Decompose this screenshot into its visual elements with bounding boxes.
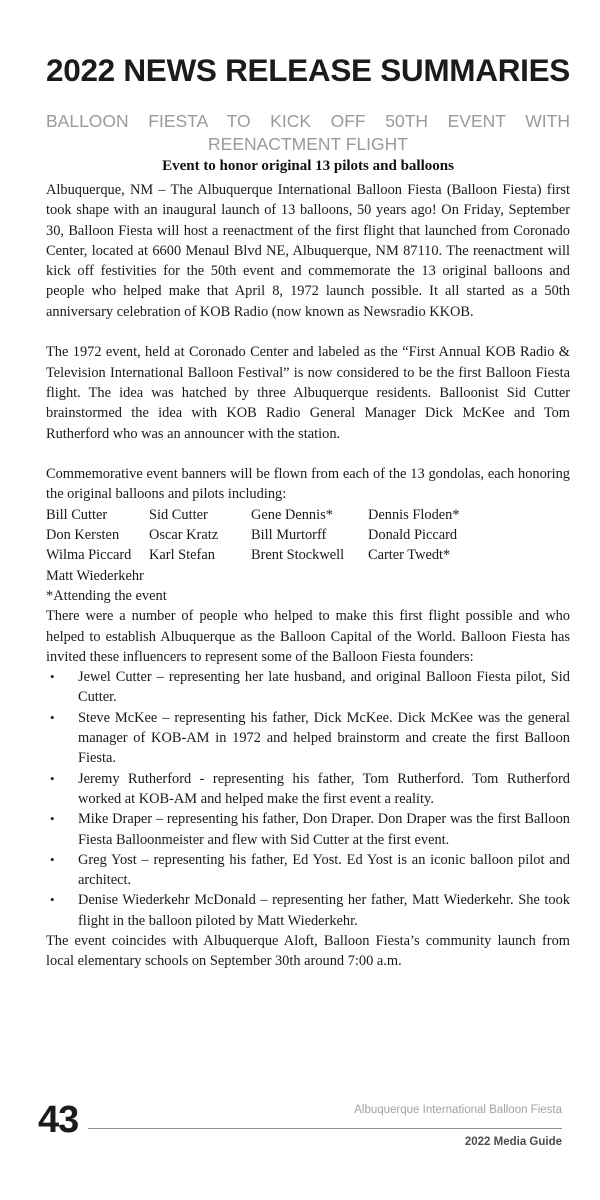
footer-organization: Albuquerque International Balloon Fiesta: [354, 1104, 562, 1116]
list-item-text: Mike Draper – representing his father, Don Draper. Don Draper was the first Balloon Fiesta Balloonmeister and flew with Sid Cutter at the first event.: [78, 811, 570, 848]
list-item: [46, 850, 570, 891]
release-headline: BALLOON FIESTA TO KICK OFF 50TH EVENT WITH REENACTMENT FLIGHT: [46, 111, 570, 155]
paragraph-influencers-intro: There were a number of people who helped to make this first flight possible and who helped to establish Albuquerque as the Balloon Capital of the World. Balloon Fiesta has invited these influencers to represent some of the Balloon Fiesta founders:: [46, 608, 570, 665]
list-item-text: Jeremy Rutherford - representing his father, Tom Rutherford. Tom Rutherford worked at KOB-AM and helped make the first event a reality.: [78, 770, 570, 807]
honoree-name: Don Kersten: [46, 527, 120, 544]
list-item: [46, 667, 570, 708]
bullet-icon: •: [50, 811, 55, 827]
table-row: [46, 525, 570, 545]
list-item: [46, 809, 570, 850]
honoree-name: Donald Piccard: [368, 527, 458, 544]
bullet-icon: •: [50, 770, 55, 786]
honoree-name: Bill Murtorff: [251, 527, 327, 544]
paragraph-history: The 1972 event, held at Coronado Center and labeled as the “First Annual KOB Radio & Television International Balloon Festival” is now considered to be the first Balloon Fiesta flight. The idea was hatched by three Albuquerque residents. Balloonist Sid Cutter brainstormed the idea with KOB Radio General Manager Dick McKee and Tom Rutherford who was an announcer with the station.: [46, 344, 570, 442]
article-body: [46, 180, 570, 972]
table-row: [46, 545, 570, 565]
list-item-text: Greg Yost – representing his father, Ed Yost. Ed Yost is an iconic balloon pilot and architect.: [78, 851, 570, 889]
attendance-footnote: *Attending the event: [46, 587, 167, 604]
honoree-name: Carter Twedt*: [368, 547, 451, 564]
release-deck: Event to honor original 13 pilots and balloons: [162, 158, 454, 174]
bullet-icon: •: [50, 851, 55, 867]
honoree-name: Wilma Piccard: [46, 547, 132, 564]
influencer-list: [46, 667, 570, 931]
honoree-name: Karl Stefan: [149, 547, 215, 564]
footer-guide-title: 2022 Media Guide: [464, 1136, 562, 1148]
honoree-name-grid: [46, 505, 570, 606]
masthead: [46, 54, 570, 87]
paragraph-banners: Commemorative event banners will be flown from each of the 13 gondolas, each honoring the original balloons and pilots including:: [46, 466, 570, 503]
list-item-text: Jewel Cutter – representing her late husband, and original Balloon Fiesta pilot, Sid Cutter.: [78, 669, 570, 706]
list-item-text: Steve McKee – representing his father, Dick McKee. Dick McKee was the general manager of KOB-AM in 1972 and helped brainstorm and create the first Balloon Fiesta.: [78, 709, 570, 767]
bullet-icon: •: [50, 892, 55, 908]
honoree-name: Dennis Floden*: [368, 506, 460, 523]
list-item: [46, 708, 570, 769]
footer-divider: [88, 1128, 562, 1129]
list-item: [46, 769, 570, 810]
bullet-icon: •: [50, 709, 55, 725]
honoree-name: Gene Dennis*: [251, 506, 333, 523]
table-row: [46, 505, 570, 525]
list-item-text: Denise Wiederkehr McDonald – representing her father, Matt Wiederkehr. She took flight in the balloon piloted by Matt Wiederkehr.: [78, 892, 570, 929]
page-footer: [0, 1098, 600, 1168]
table-row: [46, 566, 570, 586]
page-title: 2022 NEWS RELEASE SUMMARIES: [46, 52, 571, 88]
honoree-name: Matt Wiederkehr: [46, 567, 144, 584]
honoree-name: Brent Stockwell: [251, 547, 345, 564]
paragraph-closing: The event coincides with Albuquerque Aloft, Balloon Fiesta’s community launch from local elementary schools on September 30th around 7:00 a.m.: [46, 932, 570, 970]
bullet-icon: •: [50, 669, 55, 685]
page-number: 43: [38, 1099, 79, 1141]
honoree-name: Sid Cutter: [149, 506, 208, 523]
list-item: [46, 890, 570, 931]
honoree-name: Bill Cutter: [46, 506, 108, 523]
honoree-name: Oscar Kratz: [149, 527, 219, 544]
paragraph-lead: Albuquerque, NM – The Albuquerque International Balloon Fiesta (Balloon Fiesta) first took shape with an inaugural launch of 13 balloons, 50 years ago! On Friday, September 30, Balloon Fiesta will host a reenactment of the first flight that launched from Coronado Center, located at 6600 Menaul Blvd NE, Albuquerque, NM 87110. The reenactment will kick off festivities for the 50th event and commemorate the 13 original balloons and people who helped make that April 8, 1972 launch possible. It all started as a 50th anniversary celebration of KOB Radio (now known as Newsradio KKOB.: [46, 182, 570, 320]
